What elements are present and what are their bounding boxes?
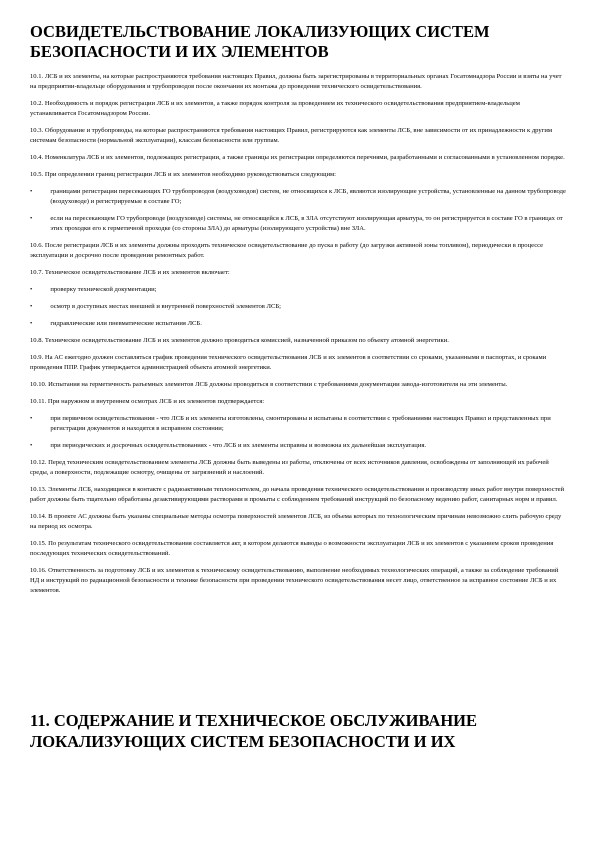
bullet-icon: • [30,320,33,327]
paragraph: 10.4. Номенклатура ЛСБ и их элементов, подлежащих регистрации, а также границы их регистрации определяются перечнями, разработанными и согласованными в установленном порядке. [30,154,565,161]
paragraph: 10.6. После регистрации ЛСБ и их элементы должны проходить техническое освидетельствование до пуска в работу (до загрузки активной зоны топливом), периодически в процессе эксплуатации и досрочно после проведения ремонтных работ. [30,242,544,259]
bullet-item [30,302,566,312]
bullet-item [30,319,566,329]
section-10-heading: ОСВИДЕТЕЛЬСТВОВАНИЕ ЛОКАЛИЗУЮЩИХ СИСТЕМ БЕЗОПАСНОСТИ И ИХ ЭЛЕМЕНТОВ [30,22,490,61]
paragraph: 10.7. Техническое освидетельствование ЛСБ и их элементов включает: [30,269,230,276]
bullet-icon: • [30,215,33,222]
section-11-heading: 11. СОДЕРЖАНИЕ И ТЕХНИЧЕСКОЕ ОБСЛУЖИВАНИЕ ЛОКАЛИЗУЮЩИХ СИСТЕМ БЕЗОПАСНОСТИ И ИХ [30,711,477,751]
paragraph: 10.12. Перед техническим освидетельствованием элементы ЛСБ должны быть выведены из работы, отключены от всех источников давления, освобождены от заполняющей их рабочей среды, а поверхности, подлежащие осмотру, очищены от загрязнений и наслоений. [30,459,549,476]
paragraph: 10.2. Необходимость и порядок регистрации ЛСБ и их элементов, а также порядок контроля за проведением их технического освидетельствования предприятием-владельцем устанавливается Госатомнадзором России. [30,100,520,117]
paragraph: 10.5. При определении границ регистрации ЛСБ и их элементов необходимо руководствоваться следующим: [30,171,337,178]
bullet-text: осмотр в доступных местах внешней и внутренней поверхностей элементов ЛСБ; [50,303,282,310]
bullet-item [30,414,566,434]
bullet-icon: • [30,286,33,293]
bullet-item [30,285,566,295]
bullet-text: проверку технической документации; [50,286,157,293]
paragraph: 10.16. Ответственность за подготовку ЛСБ и их элементов к техническому освидетельствованию, выполнение необходимых технологических операций, а также за соблюдение требований НД и инструкций по радиационной безопасности и технике безопасности при проведении технического освидетельствования несет лицо, ответственное за исправное состояние ЛСБ и их элементов. [30,567,559,594]
bullet-icon: • [30,303,33,310]
bullet-text: при первичном освидетельствовании - что ЛСБ и их элементы изготовлены, смонтированы и испытаны в соответствии с требованиями настоящих Правил и представленных при регистрации документов и находятся в исправном состоянии; [50,415,551,432]
bullet-icon: • [30,442,33,449]
paragraph: 10.10. Испытания на герметичность разъемных элементов ЛСБ должны проводиться в соответствии с требованиями документации завода-изготовителя на эти элементы. [30,381,508,388]
paragraph: 10.9. На АС ежегодно должен составляться график проведения технического освидетельствования ЛСБ и их элементов в соответствии со сроками, указанными в паспортах, и сроками проведения ППР. График утверждается администрацией объекта атомной энергетики. [30,354,547,371]
bullet-text: гидравлические или пневматические испытания ЛСБ. [50,320,202,327]
paragraph: 10.15. По результатам технического освидетельствования составляется акт, в котором делаются выводы о возможности эксплуатации ЛСБ и их элементов с указанием сроков проведения последующих технических освидетельствований. [30,540,554,557]
bullet-icon: • [30,415,33,422]
bullet-item [30,214,566,234]
paragraph: 10.3. Оборудование и трубопроводы, на которые распространяются требования настоящих Правил, регистрируются как элементы ЛСБ, вне зависимости от их принадлежности к другим системам безопасности (нормальной эксплуатации), классам безопасности или группам. [30,127,553,144]
paragraph: 10.8. Техническое освидетельствование ЛСБ и их элементов должно проводиться комиссией, назначенной приказом по объекту атомной энергетики. [30,337,449,344]
paragraph: 10.14. В проекте АС должны быть указаны специальные методы осмотра поверхностей элементов ЛСБ, из объема которых по технологическим причинам невозможно слить рабочую среду на период их осмотра. [30,513,562,530]
bullet-text: границами регистрации пересекающих ГО трубопроводов (воздуховодов) систем, не относящихся к ЛСБ, являются изолирующие устройства, установленные на данном трубопроводе (воздуховоде) и регистрируемые в составе ГО; [50,188,566,205]
bullet-item [30,441,566,451]
paragraph: 10.13. Элементы ЛСБ, находящиеся в контакте с радиоактивным теплоносителем, до начала проведения технического освидетельствования и производству иных работ внутри поверхностей работ должны быть тщательно обработаны дезактивирующими растворами и промыты с соблюдением требований инструкций по безопасному ведению работ, санитарных норм и правил. [30,486,565,503]
paragraph: 10.1. ЛСБ и их элементы, на которые распространяются требования настоящих Правил, должны быть зарегистрированы в территориальных органах Госатомнадзора России и взяты на учет на предприятии-владельце оборудования и трубопроводов после окончания их монтажа до проведения технического освидетельствования. [30,73,562,90]
bullet-text: если на пересекающем ГО трубопроводе (воздуховоде) системы, не относящейся к ЛСБ, в ЗЛА отсутствуют изолирующая арматура, то он регистрируется в составе ГО в границах от этих проходки его к герметичной проходке (со стороны ЗЛА) до арматуры (изолирующего устройства) вне ЗЛА. [50,215,563,232]
bullet-icon: • [30,188,33,195]
paragraph: 10.11. При наружном и внутреннем осмотрах ЛСБ и их элементов подтверждается: [30,398,265,405]
bullet-item [30,187,566,207]
bullet-text: при периодических и досрочных освидетельствованиях - что ЛСБ и их элементы исправны и возможна их дальнейшая эксплуатация. [50,442,427,449]
document-body [30,72,566,603]
